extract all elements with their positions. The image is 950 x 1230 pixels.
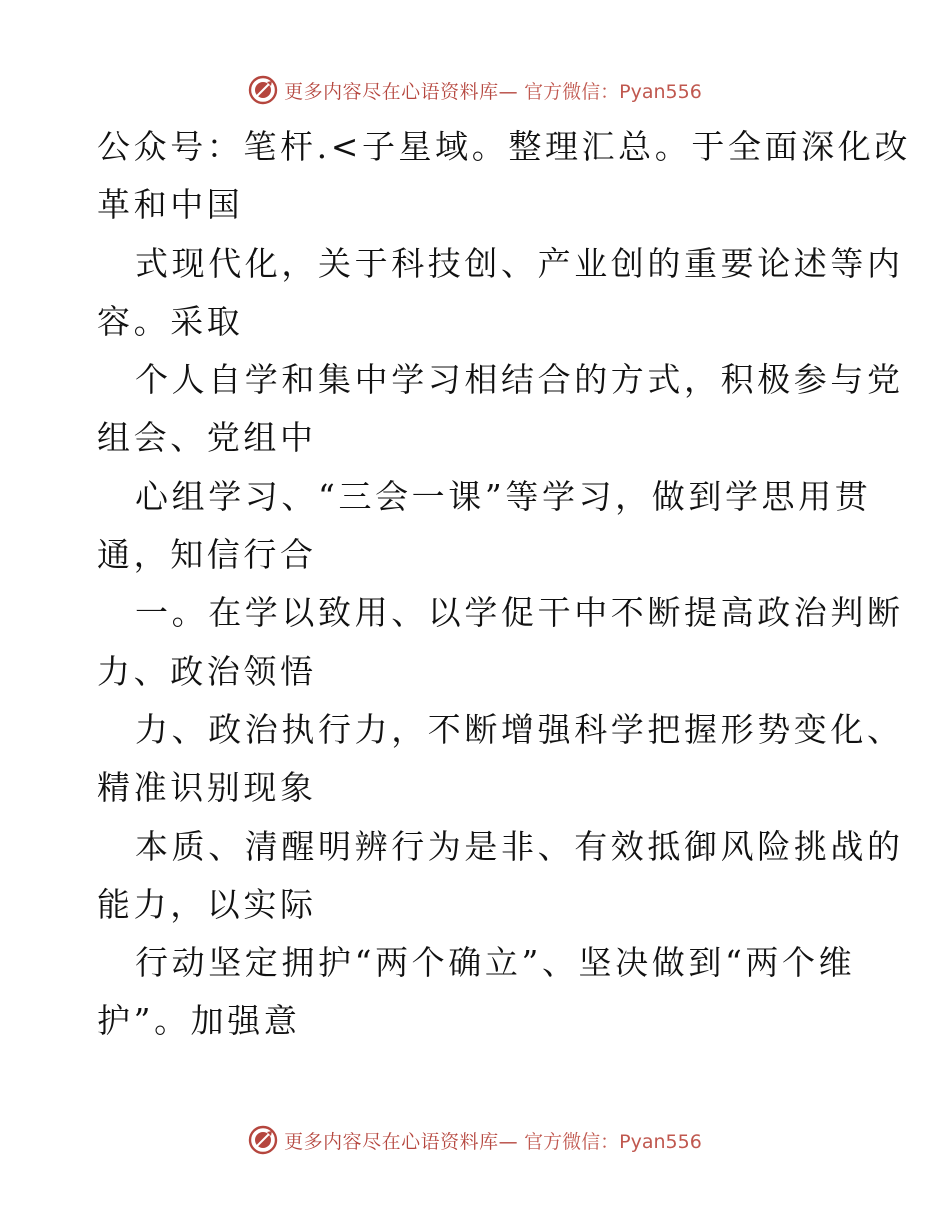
text-line: 护”。加强意 <box>97 1001 301 1041</box>
text-line: 本质、清醒明辨行为是非、有效抵御风险挑战的 <box>135 826 904 866</box>
text-line: 公众号：笔杆.<子星域。整理汇总。于全面深化改 <box>97 127 911 166</box>
quill-seal-icon <box>248 75 278 105</box>
text-line: 精准识别现象 <box>97 768 317 808</box>
banner-text: 更多内容尽在心语资料库— <box>284 80 519 103</box>
text-line: 力、政治执行力，不断增强科学把握形势变化、 <box>135 709 904 749</box>
quill-seal-icon <box>248 1125 278 1155</box>
text-line: 能力，以实际 <box>97 884 317 924</box>
text-line: 心组学习、“三会一课”等学习，做到学思用贯 <box>135 476 872 516</box>
text-line: 容。采取 <box>97 301 244 341</box>
text-line: 个人自学和集中学习相结合的方式，积极参与党 <box>135 360 904 400</box>
footer-banner <box>0 1120 950 1160</box>
banner-wechat: 官方微信：Pyan556 <box>524 1130 702 1153</box>
text-line: 一。在学以致用、以学促干中不断提高政治判断 <box>135 593 904 633</box>
banner-text: 更多内容尽在心语资料库— <box>284 1130 519 1153</box>
text-line: 组会、党组中 <box>97 418 317 458</box>
banner-wechat: 官方微信：Pyan556 <box>524 80 702 103</box>
text-line: 式现代化，关于科技创、产业创的重要论述等内 <box>135 243 904 283</box>
body-text <box>97 118 911 1051</box>
text-line: 力、政治领悟 <box>97 651 317 691</box>
text-line: 通，知信行合 <box>97 535 317 575</box>
header-banner <box>0 70 950 110</box>
text-line: 革和中国 <box>97 185 244 225</box>
text-line: 行动坚定拥护“两个确立”、坚决做到“两个维 <box>135 943 856 983</box>
